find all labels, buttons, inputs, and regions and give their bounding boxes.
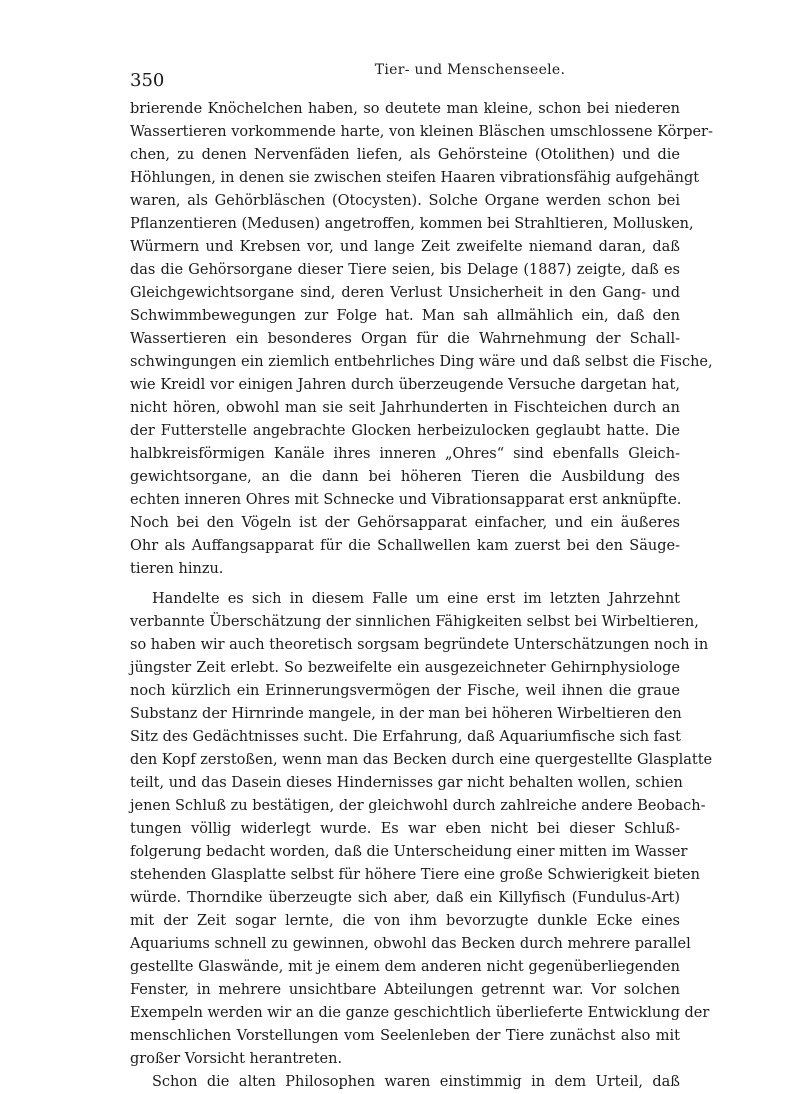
text-line: jüngster Zeit erlebt. So bezweifelte ein ausgezeichneter Gehirnphysiologe [130, 660, 680, 676]
text-line: würde. Thorndike überzeugte sich aber, daß ein Killyfisch (Fundulus-Art) [130, 890, 680, 906]
text-line: Würmern und Krebsen vor, und lange Zeit zweifelte niemand daran, daß [130, 239, 680, 255]
text-line: chen, zu denen Nervenfäden liefen, als Gehörsteine (Otolithen) und die [130, 147, 680, 163]
text-line: noch kürzlich ein Erinnerungsvermögen der Fische, weil ihnen die graue [130, 683, 680, 699]
text-line: großer Vorsicht herantreten. [130, 1051, 343, 1067]
text-line: verbannte Überschätzung der sinnlichen Fähigkeiten selbst bei Wirbeltieren, [130, 614, 699, 630]
text-line: Fenster, in mehrere unsichtbare Abteilungen getrennt war. Vor solchen [130, 982, 680, 998]
text-line: menschlichen Vorstellungen vom Seelenleben der Tiere zunächst also mit [130, 1028, 680, 1044]
text-line: waren, als Gehörbläschen (Otocysten). Solche Organe werden schon bei [130, 193, 680, 209]
text-line: folgerung bedacht worden, daß die Unterscheidung einer mitten im Wasser [130, 844, 688, 860]
text-line: teilt, und das Dasein dieses Hindernisses gar nicht behalten wollen, schien [130, 775, 683, 791]
text-line: mit der Zeit sogar lernte, die von ihm bevorzugte dunkle Ecke eines [130, 913, 680, 929]
page-number: 350 [130, 70, 165, 91]
text-line: tieren hinzu. [130, 561, 224, 577]
text-line: schwingungen ein ziemlich entbehrliches Ding wäre und daß selbst die Fische, [130, 354, 713, 370]
text-line: brierende Knöchelchen haben, so deutete man kleine, schon bei niederen [130, 101, 680, 117]
text-line: Sitz des Gedächtnisses sucht. Die Erfahrung, daß Aquariumfische sich fast [130, 729, 681, 745]
text-line: tungen völlig widerlegt wurde. Es war eben nicht bei dieser Schluß- [130, 821, 680, 837]
text-line: das die Gehörsorgane dieser Tiere seien, bis Delage (1887) zeigte, daß es [130, 262, 680, 278]
text-line: gewichtsorgane, an die dann bei höheren Tieren die Ausbildung des [130, 469, 680, 485]
text-line: Exempeln werden wir an die ganze geschichtlich überlieferte Entwicklung der [130, 1005, 710, 1021]
running-title: Tier- und Menschenseele. [374, 62, 566, 78]
text-line: gestellte Glaswände, mit je einem dem anderen nicht gegenüberliegenden [130, 959, 680, 975]
text-line: der Futterstelle angebrachte Glocken herbeizulocken geglaubt hatte. Die [130, 423, 680, 439]
text-line: den Kopf zerstoßen, wenn man das Becken durch eine quergestellte Glasplatte [130, 752, 713, 768]
text-line: so haben wir auch theoretisch sorgsam begründete Unterschätzungen noch in [130, 637, 709, 653]
text-line: wie Kreidl vor einigen Jahren durch überzeugende Versuche dargetan hat, [130, 377, 680, 393]
text-line: Pflanzentieren (Medusen) angetroffen, kommen bei Strahltieren, Mollusken, [130, 216, 694, 232]
text-line: Noch bei den Vögeln ist der Gehörsapparat einfacher, und ein äußeres [130, 515, 680, 531]
text-line: Höhlungen, in denen sie zwischen steifen Haaren vibrationsfähig aufgehängt [130, 170, 700, 186]
text-line: jenen Schluß zu bestätigen, der gleichwohl durch zahlreiche andere Beobach- [130, 798, 706, 814]
text-line: halbkreisförmigen Kanäle ihres inneren „Ohres“ sind ebenfalls Gleich- [130, 446, 680, 462]
text-line: Handelte es sich in diesem Falle um eine erst im letzten Jahrzehnt [152, 591, 680, 607]
body-text [130, 98, 713, 1094]
text-line: Schon die alten Philosophen waren einstimmig in dem Urteil, daß [152, 1074, 680, 1090]
text-line: nicht hören, obwohl man sie seit Jahrhunderten in Fischteichen durch an [130, 400, 680, 416]
text-line: Schwimmbewegungen zur Folge hat. Man sah allmählich ein, daß den [130, 308, 680, 324]
text-line: Gleichgewichtsorgane sind, deren Verlust Unsicherheit in den Gang- und [130, 285, 680, 301]
text-line: stehenden Glasplatte selbst für höhere Tiere eine große Schwierigkeit bieten [130, 867, 700, 883]
text-line: Wassertieren vorkommende harte, von kleinen Bläschen umschlossene Körper- [130, 124, 713, 140]
text-line: Substanz der Hirnrinde mangele, in der man bei höheren Wirbeltieren den [130, 706, 682, 722]
text-line: echten inneren Ohres mit Schnecke und Vibrationsapparat erst anknüpfte. [130, 492, 682, 508]
text-line: Wassertieren ein besonderes Organ für die Wahrnehmung der Schall- [130, 331, 680, 347]
text-line: Ohr als Auffangsapparat für die Schallwellen kam zuerst bei den Säuge- [130, 538, 680, 554]
text-line: Aquariums schnell zu gewinnen, obwohl das Becken durch mehrere parallel [130, 936, 691, 952]
